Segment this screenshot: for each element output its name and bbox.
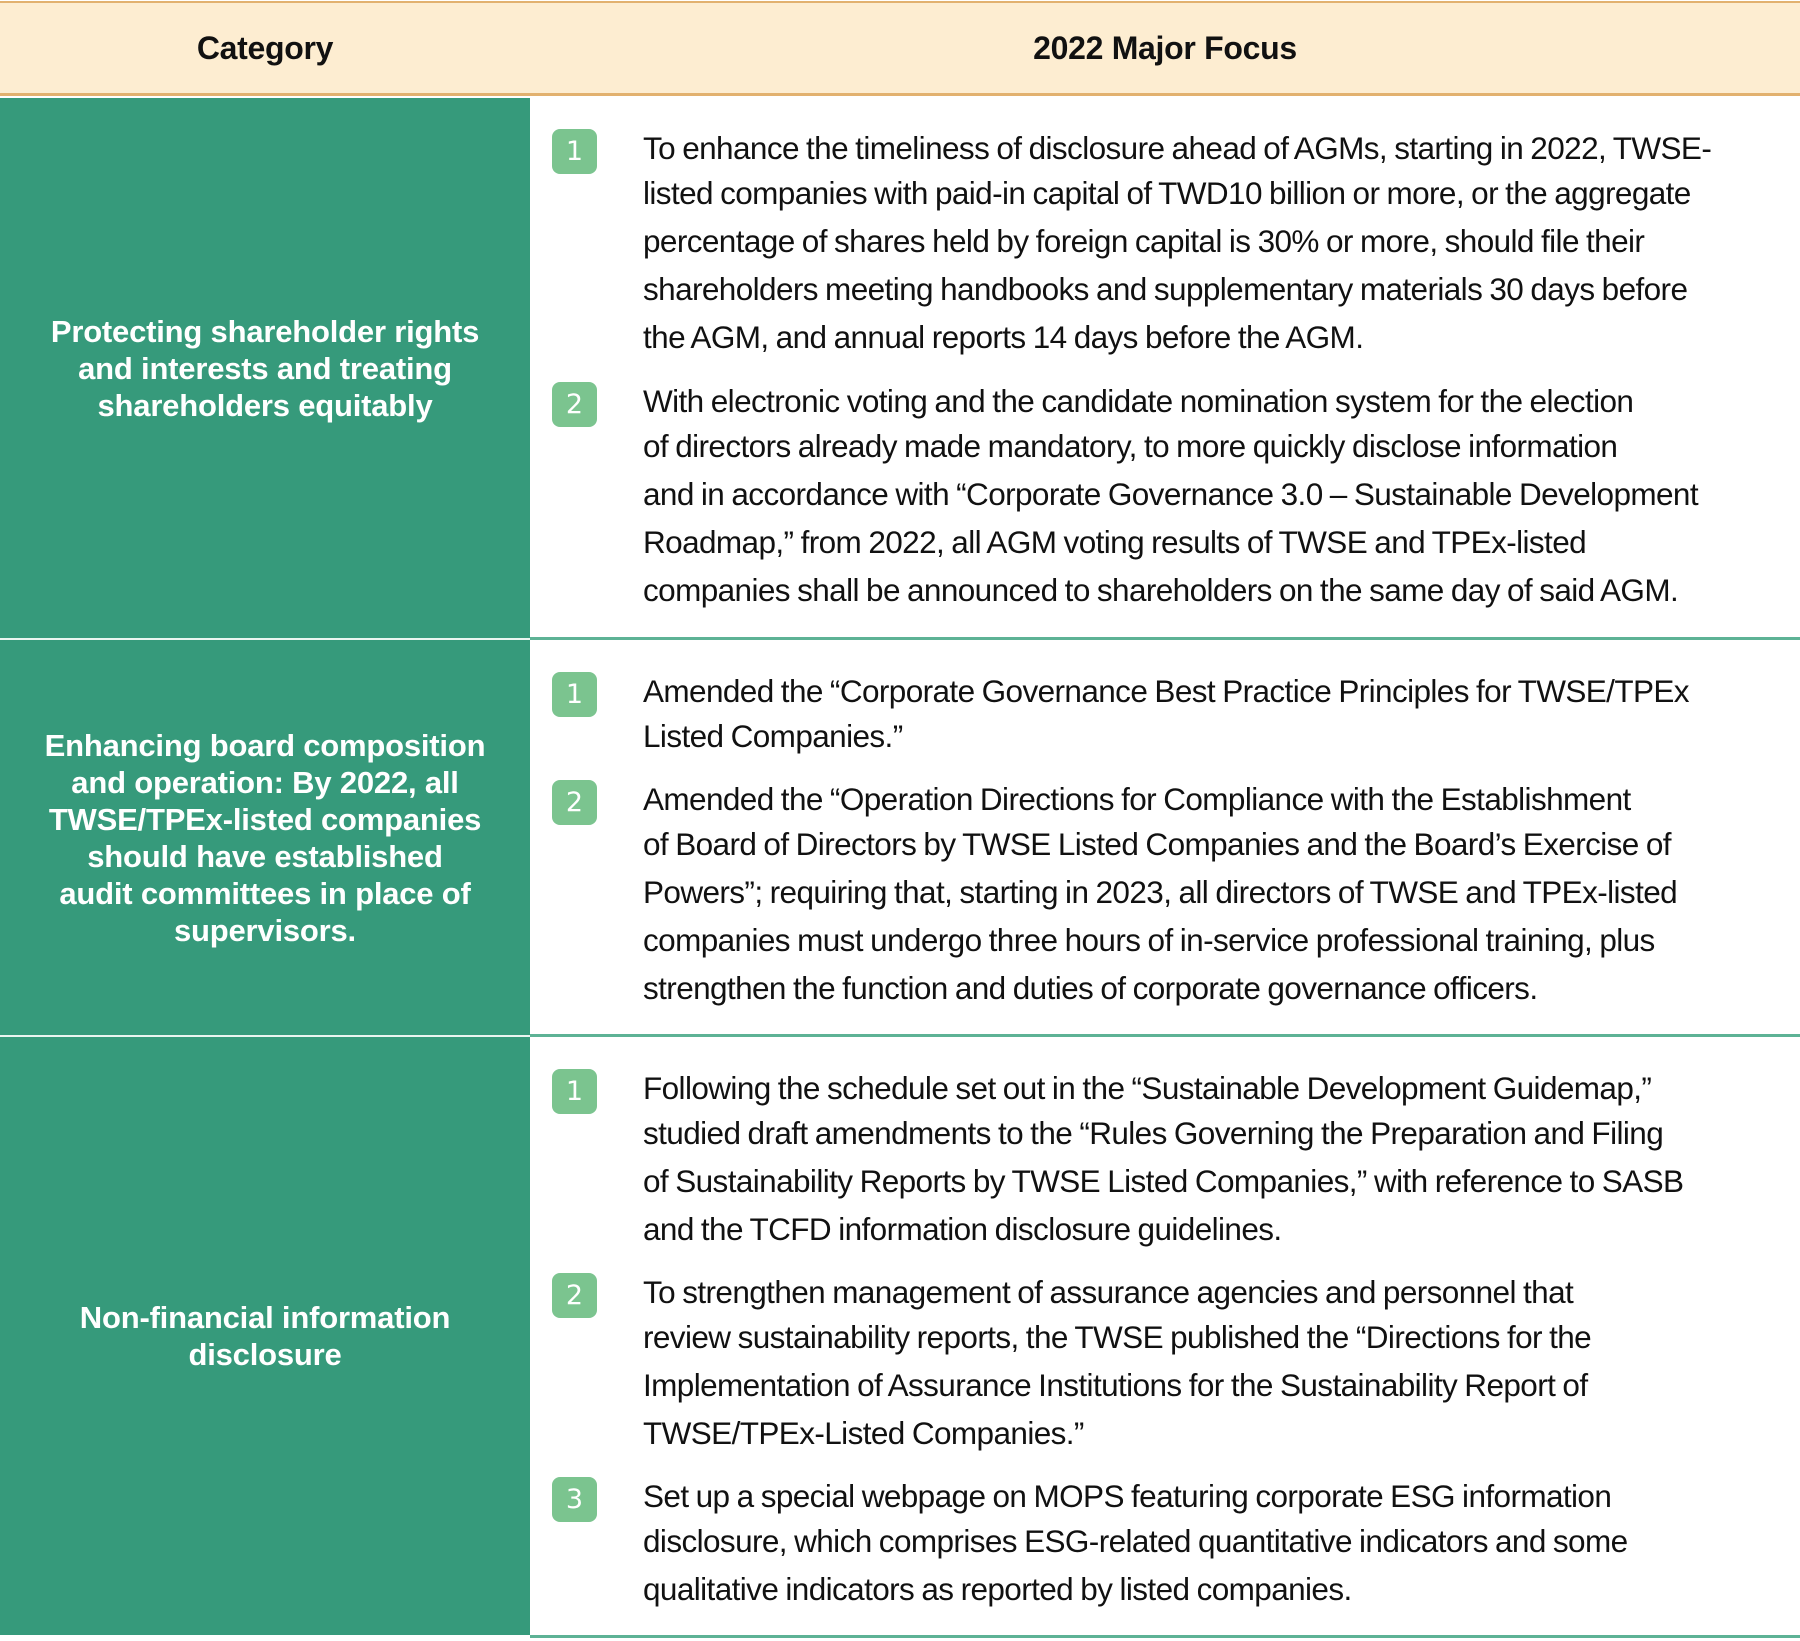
number-badge: 3: [552, 1477, 597, 1522]
number-badge: 2: [552, 382, 597, 427]
focus-item-text: With electronic voting and the candidate nomination system for the election of directors already made mandatory, to more quickly disclose information and in accordance with “Corporate Governance 3.0 – Sustainable Development Roadmap,” from 2022, all AGM voting results of TWSE and TPEx-listed companies shall be announced to shareholders on the same day of said AGM.: [643, 383, 1699, 608]
category-cell: [0, 98, 530, 639]
category-cell: [0, 640, 530, 1036]
category-cell: [0, 1037, 530, 1635]
focus-cell: [530, 640, 1800, 1036]
category-label: Enhancing board composition and operation: By 2022, all TWSE/TPEx-listed companies should have established audit committees in place of supervisors.: [44, 728, 486, 948]
focus-item-text: Following the schedule set out in the “Sustainable Development Guidemap,” studied draft amendments to the “Rules Governing the Preparation and Filing of Sustainability Reports by TWSE Listed Companies,” with reference to SASB and the TCFD information disclosure guidelines.: [643, 1070, 1684, 1247]
category-label: Non-financial information disclosure: [79, 1300, 451, 1372]
number-badge: 2: [552, 780, 597, 825]
header-category: Category: [196, 29, 334, 66]
focus-item-text: Amended the “Corporate Governance Best Practice Principles for TWSE/TPEx Listed Companies.”: [643, 673, 1689, 754]
number-badge: 1: [552, 1069, 597, 1114]
category-label: Protecting shareholder rights and interests and treating shareholders equitably: [50, 314, 480, 423]
table-row: [0, 640, 1800, 1036]
header-major-focus: 2022 Major Focus: [1033, 29, 1297, 66]
number-badge: 1: [552, 672, 597, 717]
number-badge: 2: [552, 1273, 597, 1318]
focus-cell: [530, 1037, 1800, 1635]
focus-item-text: To strengthen management of assurance agencies and personnel that review sustainability reports, the TWSE published the “Directions for the Implementation of Assurance Institutions for the Sustainability Report of TWSE/TPEx-Listed Companies.”: [643, 1274, 1592, 1451]
number-badge: 1: [552, 129, 597, 174]
focus-item-text: To enhance the timeliness of disclosure ahead of AGMs, starting in 2022, TWSE- listed companies with paid-in capital of TWD10 billion or more, or the aggregate percentage of shares held by foreign capital is 30% or more, should file their shareholders meeting handbooks and supplementary materials 30 days before the AGM, and annual reports 14 days before the AGM.: [643, 130, 1712, 355]
table-bottom-border: [530, 1635, 1800, 1638]
table-header: [0, 1, 1800, 96]
focus-item-text: Amended the “Operation Directions for Compliance with the Establishment of Board of Directors by TWSE Listed Companies and the Board’s Exercise of Powers”; requiring that, starting in 2023, all directors of TWSE and TPEx-listed companies must undergo three hours of in-service professional training, plus strengthen the function and duties of corporate governance officers.: [643, 781, 1678, 1006]
table-row: [0, 1037, 1800, 1635]
focus-item-text: Set up a special webpage on MOPS featuring corporate ESG information disclosure, which comprises ESG-related quantitative indicators and some qualitative indicators as reported by listed companies.: [643, 1478, 1628, 1607]
table-row: [0, 98, 1800, 639]
focus-cell: [530, 98, 1800, 639]
